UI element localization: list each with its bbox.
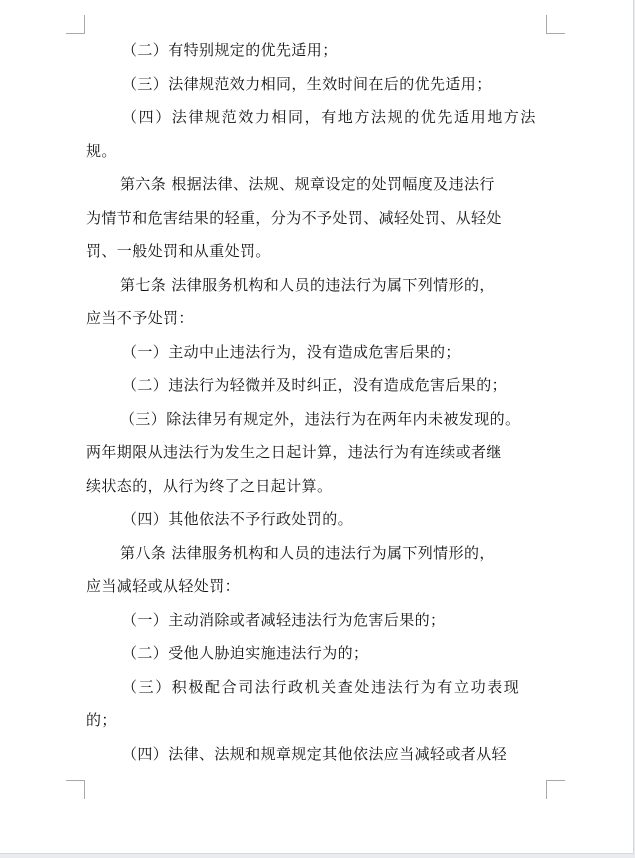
text-line: （四）法律规范效力相同，有地方法规的优先适用地方法: [122, 108, 538, 126]
text-line: 的；: [86, 711, 117, 729]
text-line: 第八条 法律服务机构和人员的违法行为属下列情形的，: [120, 543, 495, 562]
text-line: 两年期限从违法行为发生之日起计算，违法行为有连续或者继: [86, 443, 502, 461]
text-line: （四）法律、法规和规章规定其他依法应当减轻或者从轻: [122, 744, 508, 763]
text-line: （三）除法律另有规定外，违法行为在两年内未被发现的。: [120, 409, 521, 428]
text-line: （一）主动消除或者减轻违法行为危害后果的；: [122, 610, 446, 629]
text-line: 应当减轻或从轻处罚：: [86, 577, 241, 595]
text-line: （二）有特别规定的优先适用；: [122, 41, 338, 59]
text-line: （一）主动中止违法行为，没有造成危害后果的；: [122, 342, 461, 361]
text-line: 为情节和危害结果的轻重，分为不予处罚、减轻处罚、从轻处: [86, 208, 502, 227]
text-line: （三）积极配合司法行政机关查处违法行为有立功表现: [122, 677, 521, 696]
margin-corner-bottom-left: [66, 780, 85, 799]
text-line: 罚、一般处罚和从重处罚。: [86, 242, 271, 260]
text-line: 应当不予处罚：: [86, 309, 194, 327]
margin-corner-bottom-right: [546, 780, 565, 799]
text-line: 第七条 法律服务机构和人员的违法行为属下列情形的，: [120, 275, 495, 294]
text-line: 第六条 根据法律、法规、规章设定的处罚幅度及违法行: [120, 175, 495, 193]
margin-corner-top-right: [546, 15, 565, 34]
text-line: 规。: [86, 141, 117, 160]
text-line: （三）法律规范效力相同，生效时间在后的优先适用；: [122, 74, 492, 93]
text-line: 续状态的，从行为终了之日起计算。: [86, 476, 333, 495]
text-line: （二）违法行为轻微并及时纠正，没有造成危害后果的；: [122, 376, 508, 394]
text-line: （二）受他人胁迫实施违法行为的；: [122, 644, 369, 662]
margin-corner-top-left: [66, 15, 85, 34]
text-line: （四）其他依法不予行政处罚的。: [122, 510, 354, 528]
document-body[interactable]: [86, 34, 546, 771]
